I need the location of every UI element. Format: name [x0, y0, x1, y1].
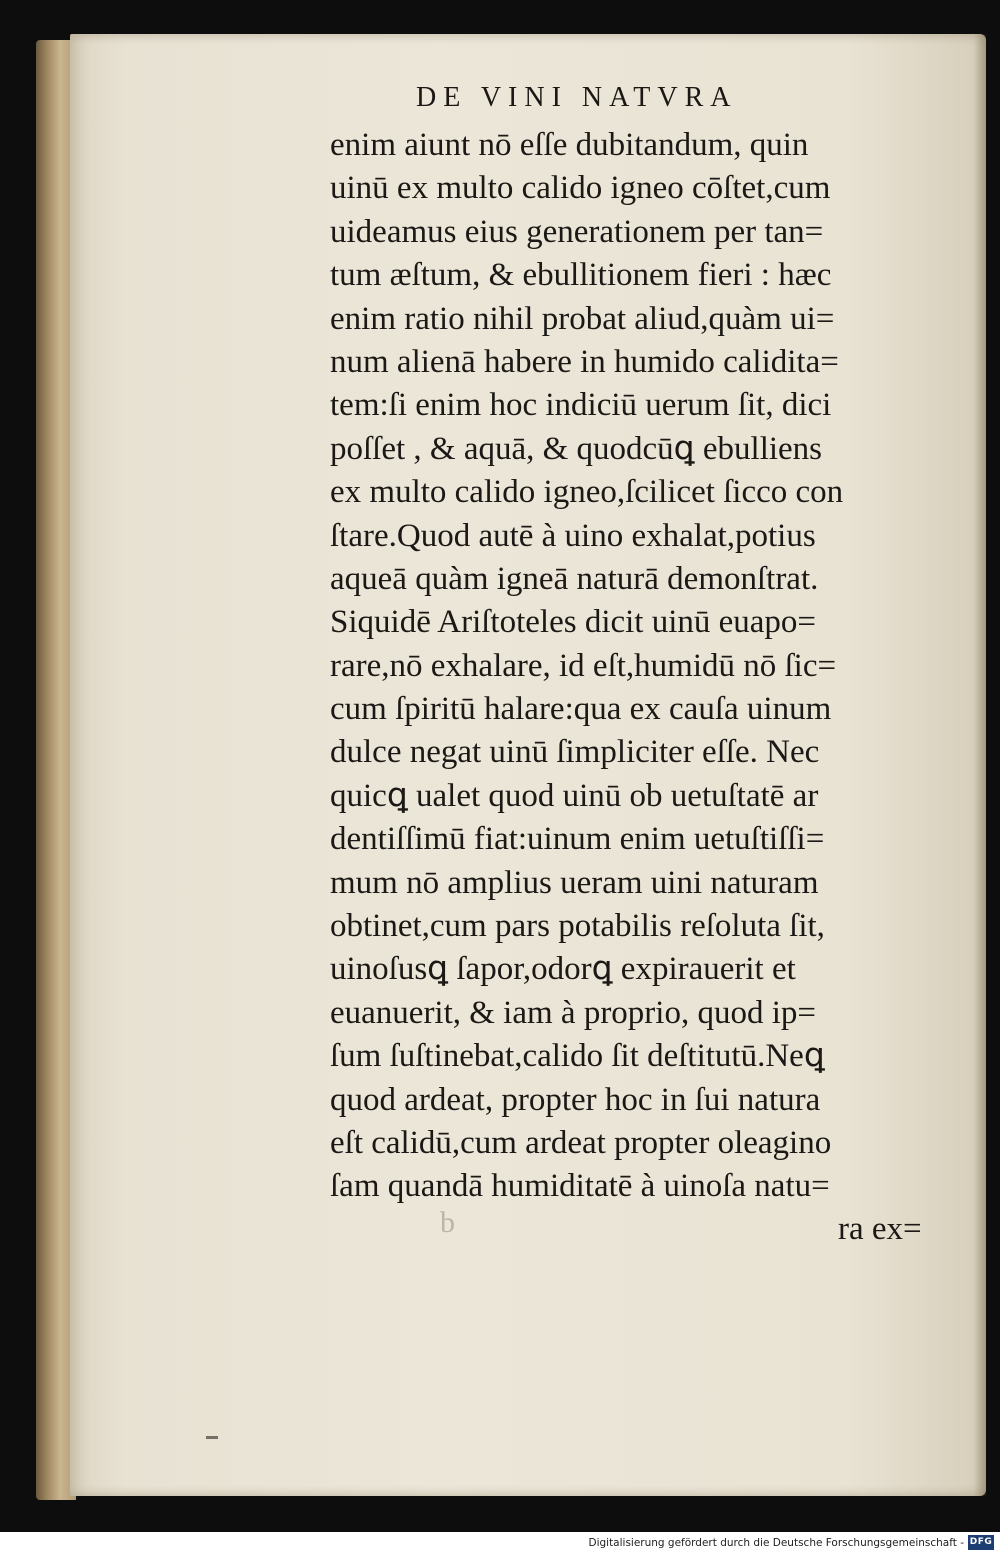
text-line: dentiſſimū fiat:uinum enim uetuſtiſſi=: [330, 821, 825, 858]
dfg-logo: DFG: [968, 1535, 994, 1550]
signature-mark: b: [440, 1206, 485, 1239]
text-line: rare,nō exhalare, id eſt,humidū nō ſic=: [330, 647, 837, 684]
ink-mark: [206, 1436, 218, 1439]
text-block: [330, 124, 942, 1209]
text-line: uinū ex multo calido igneo cōſtet,cum: [330, 170, 831, 207]
text-line: uideamus eius generationem per tan=: [330, 213, 824, 250]
text-line: aqueā quàm igneā naturā demonſtrat.: [330, 560, 819, 597]
page-gutter-shadow: [974, 34, 986, 1496]
text-line: ſtare.Quod autē à uino exhalat,potius: [330, 517, 816, 554]
text-line: quicꝗ ualet quod uinū ob uetuſtatē ar: [330, 777, 819, 814]
catchword: ra ex=: [838, 1211, 922, 1247]
text-line: enim ratio nihil probat aliud,quàm ui=: [330, 300, 835, 337]
text-line: tum æſtum, & ebullitionem fieri : hæc: [330, 257, 832, 294]
text-line: euanuerit, & iam à proprio, quod ip=: [330, 994, 816, 1031]
text-line: poſſet , & aquā, & quodcūꝗ ebulliens: [330, 430, 823, 467]
text-line: uinoſusꝗ ſapor,odorꝗ expirauerit et: [330, 951, 796, 988]
text-line: obtinet,cum pars potabilis reſoluta ſit,: [330, 908, 825, 945]
running-head: DE VINI NATVRA: [416, 82, 738, 113]
text-line: num alienā habere in humido calidita=: [330, 343, 839, 380]
text-line: mum nō amplius ueram uini naturam: [330, 864, 819, 901]
text-line: ſam quandā humiditatē à uinoſa natu=: [330, 1168, 830, 1205]
text-line: ex multo calido igneo,ſcilicet ſicco con: [330, 474, 844, 511]
text-line: enim aiunt nō eſſe dubitandum, quin: [330, 127, 809, 163]
text-line: quod ardeat, propter hoc in ſui natura: [330, 1081, 821, 1118]
footer-credit: Digitalisierung gefördert durch die Deutsche Forschungsgemeinschaft -: [588, 1537, 964, 1549]
text-line: tem:ſi enim hoc indiciū uerum ſit, dici: [330, 387, 832, 424]
text-line: ſum ſuſtinebat,calido ſit deſtitutū.Neꝗ: [330, 1038, 825, 1075]
text-line: cum ſpiritū halare:qua ex cauſa uinum: [330, 691, 832, 728]
text-line: eſt calidū,cum ardeat propter oleagino: [330, 1124, 832, 1161]
text-line: dulce negat uinū ſimpliciter eſſe. Nec: [330, 734, 820, 771]
text-line: Siquidē Ariſtoteles dicit uinū euapo=: [330, 604, 817, 641]
